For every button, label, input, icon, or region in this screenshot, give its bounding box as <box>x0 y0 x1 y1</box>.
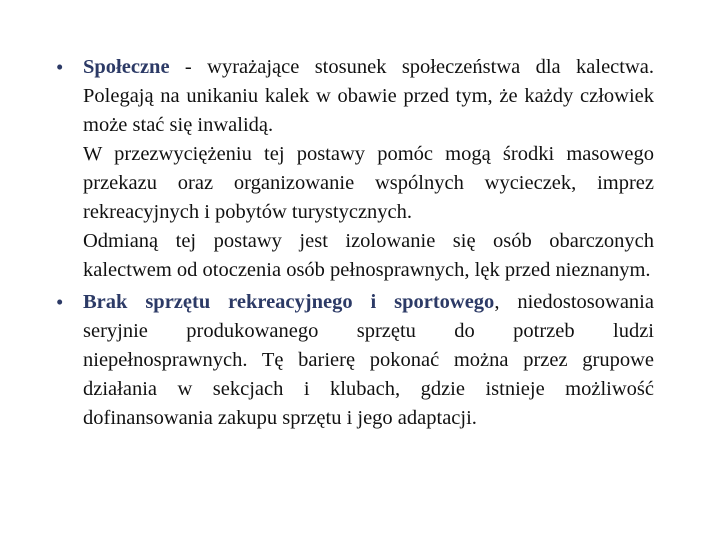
bullet-lead-term: Brak sprzętu rekreacyjnego i sportowego <box>83 291 495 313</box>
bullet-paragraph <box>83 53 654 140</box>
bullet-equipment-barriers <box>56 288 654 433</box>
bullet-text: - wyrażające stosunek społeczeństwa dla kalectwa. Polegają na unikaniu kalek w obawie przed tym, że każdy człowiek może stać się inwalidą. <box>83 56 654 136</box>
bullet-list <box>56 53 654 433</box>
bullet-lead-term: Społeczne <box>83 56 170 78</box>
bullet-paragraph: W przezwyciężeniu tej postawy pomóc mogą środki masowego przekazu oraz organizowanie wspólnych wycieczek, imprez rekreacyjnych i pobytów turystycznych. <box>83 143 654 223</box>
bullet-text: , niedostosowania seryjnie produkowanego sprzętu do potrzeb ludzi niepełnosprawnych. Tę barierę pokonać można przez grupowe działania w sekcjach i klubach, gdzie istnieje możliwość dofinansowania zakupu sprzętu i jego adaptacji. <box>83 291 654 429</box>
bullet-dot-icon: • <box>56 55 64 79</box>
bullet-social-barriers <box>56 53 654 285</box>
bullet-dot-icon: • <box>56 290 64 314</box>
bullet-paragraph <box>83 288 654 433</box>
bullet-paragraph: Odmianą tej postawy jest izolowanie się osób obarczonych kalectwem od otoczenia osób pełnosprawnych, lęk przed nieznanym. <box>83 230 654 281</box>
slide-content <box>56 53 654 436</box>
